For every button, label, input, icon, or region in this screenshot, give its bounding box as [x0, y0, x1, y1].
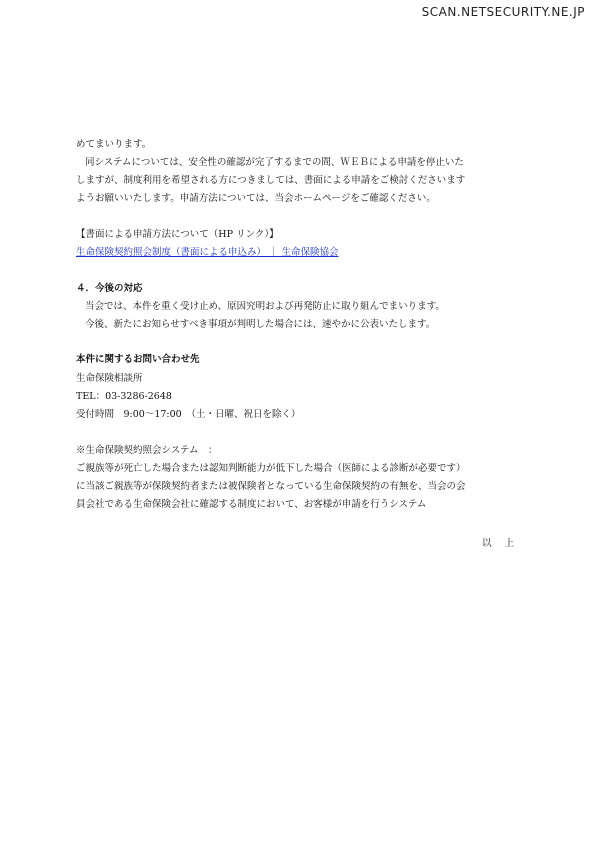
note-line-2: に当該ご親族等が保険契約者または被保険者となっている生命保険契約の有無を、当会の会 [76, 481, 466, 492]
note-title: ※生命保険契約照会システム ： [76, 445, 218, 456]
section-4-heading: ４．今後の対応 [76, 283, 143, 294]
intro-line-4: ようお願いいたします。申請方法については、当会ホームページをご確認ください。 [76, 193, 436, 204]
contact-office: 生命保険相談所 [76, 373, 143, 384]
note-line-1: ご親族等が死亡した場合または認知判断能力が低下した場合（医師による診断が必要です） [76, 463, 466, 474]
intro-line-1: めてまいります。 [76, 139, 152, 150]
intro-line-3: しますが、制度利用を希望される方につきましては、書面による申請をご検討くださいます [76, 175, 466, 186]
contact-heading: 本件に関するお問い合わせ先 [76, 354, 200, 365]
association-link[interactable]: 生命保険契約照会制度（書面による申込み） ｜ 生命保険協会 [76, 247, 339, 258]
contact-hours: 受付時間 9:00～17:00 （土・日曜、祝日を除く） [76, 409, 301, 420]
section-4-line-1: 当会では、本件を重く受け止め、原因究明および再発防止に取り組んでまいります。 [85, 301, 445, 312]
closing-mark: 以 上 [481, 538, 514, 549]
note-line-3: 員会社である生命保険会社に確認する制度において、お客様が申請を行うシステム [76, 499, 427, 510]
contact-tel: TEL：03-3286-2648 [76, 391, 172, 402]
link-section-heading: 【書面による申請方法について（HP リンク）】 [76, 229, 279, 240]
section-4-line-2: 今後、新たにお知らせすべき事項が判明した場合には、速やかに公表いたします。 [85, 319, 436, 330]
intro-line-2: 同システムについては、安全性の確認が完了するまでの間、ＷＥＢによる申請を停止いた [85, 157, 464, 168]
watermark-text: SCAN.NETSECURITY.NE.JP [421, 5, 585, 19]
